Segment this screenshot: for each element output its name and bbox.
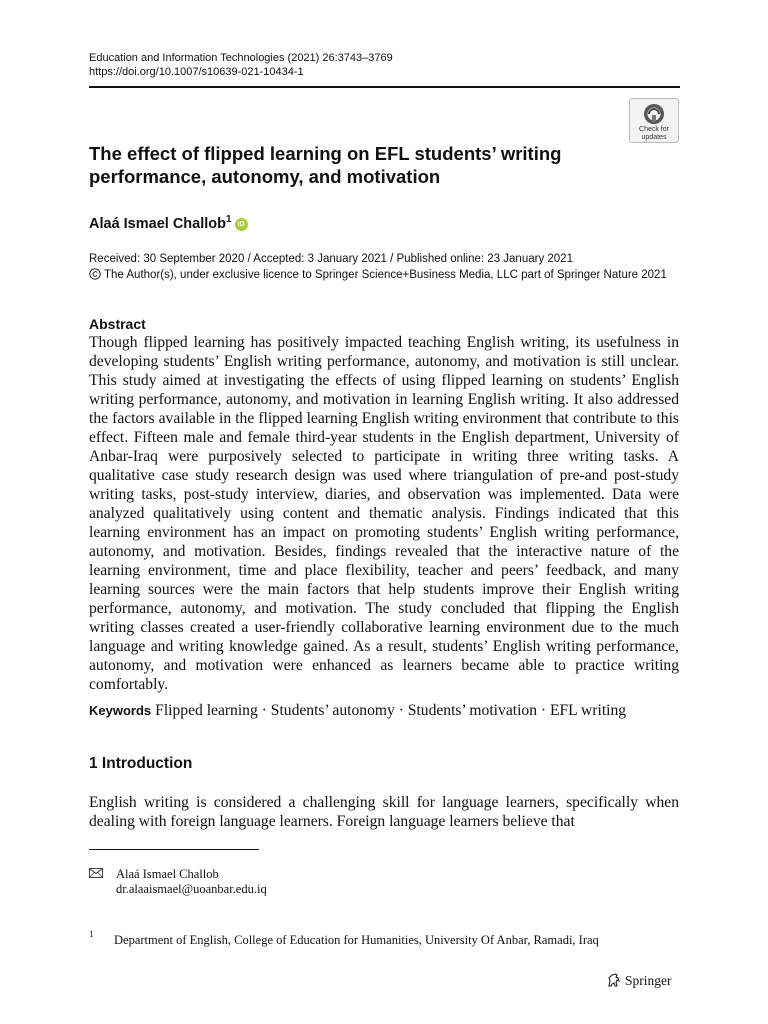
orcid-icon[interactable]: iD [235, 218, 248, 231]
copyright-text: The Author(s), under exclusive licence to Springer Science+Business Media, LLC part of Springer Nature 2021 [104, 269, 667, 281]
abstract-body: Though flipped learning has positively impacted teaching English writing, its usefulness in developing students’ English writing performance, autonomy, and motivation is still unclear. This study aimed at investigating the effects of using flipped learning on students’ English writing performance, autonomy, and motivation in learning English writing. It also addressed the factors available in the flipped learning English writing environment that contribute to this effect. Fifteen male and female third-year students in the English department, University of Anbar-Iraq were purposively selected to participate in writing three writing tasks. A qualitative case study research design was used where triangulation of pre-and post-study writing tasks, post-study interview, diaries, and observation was implemented. Data were analyzed qualitatively using content and thematic analysis. Findings indicated that this learning environment has an impact on promoting students’ English writing performance, autonomy, and motivation. Besides, findings revealed that the interactive nature of the learning environment, time and place flexibility, teacher and peers’ feedback, and many learning sources were the main factors that help students improve their English writing performance, autonomy, and motivation. The study concluded that flipping the English writing classes created a user-friendly collaborative learning environment due to the much language and writing knowledge gained. As a result, students’ English writing performance, autonomy, and motivation were enhanced as learners became able to practice writing comfortably. [89, 334, 679, 693]
contact-name: Alaá Ismael Challob [116, 867, 219, 881]
keywords-list: Flipped learning · Students’ autonomy · Students’ motivation · EFL writing [155, 702, 627, 719]
author-name[interactable]: Alaá Ismael Challob [89, 215, 226, 232]
affiliation-text: Department of English, College of Education for Humanities, University Of Anbar, Ramadi, Iraq [114, 933, 599, 947]
badge-line1: Check for [639, 126, 669, 133]
copyright-line [89, 268, 667, 283]
title-line-2: performance, autonomy, and motivation [89, 166, 441, 187]
header-rule [89, 86, 680, 88]
title-line-1: The effect of flipped learning on EFL students’ writing [89, 143, 562, 164]
check-for-updates-badge[interactable] [629, 98, 679, 143]
article-title [89, 142, 609, 188]
check-for-updates-icon [643, 103, 665, 125]
article-dates: Received: 30 September 2020 / Accepted: 3 January 2021 / Published online: 23 January 2021 [89, 253, 573, 265]
author-line [89, 211, 248, 233]
author-affil-mark: 1 [226, 214, 232, 225]
keywords-label: Keywords [89, 703, 152, 718]
footnote-rule [89, 849, 259, 850]
badge-line2: updates [641, 134, 667, 141]
footnote-mark: 1 [89, 929, 94, 939]
introduction-heading: 1 Introduction [89, 755, 193, 772]
keywords-line [89, 701, 626, 720]
envelope-icon [89, 868, 103, 878]
doi-link[interactable]: https://doi.org/10.1007/s10639-021-10434-1 [89, 66, 304, 78]
contact-email[interactable]: dr.alaaismael@uoanbar.edu.iq [116, 882, 267, 896]
journal-citation: Education and Information Technologies (2021) 26:3743–3769 [89, 52, 393, 64]
abstract-heading: Abstract [89, 316, 146, 332]
publisher-name: Springer [625, 973, 672, 988]
introduction-body: English writing is considered a challenging skill for language learners, specifically when dealing with foreign language learners. Foreign language learners believe that [89, 794, 679, 830]
springer-horse-icon [606, 972, 622, 988]
copyright-icon [89, 268, 101, 280]
publisher-logo [606, 972, 672, 990]
